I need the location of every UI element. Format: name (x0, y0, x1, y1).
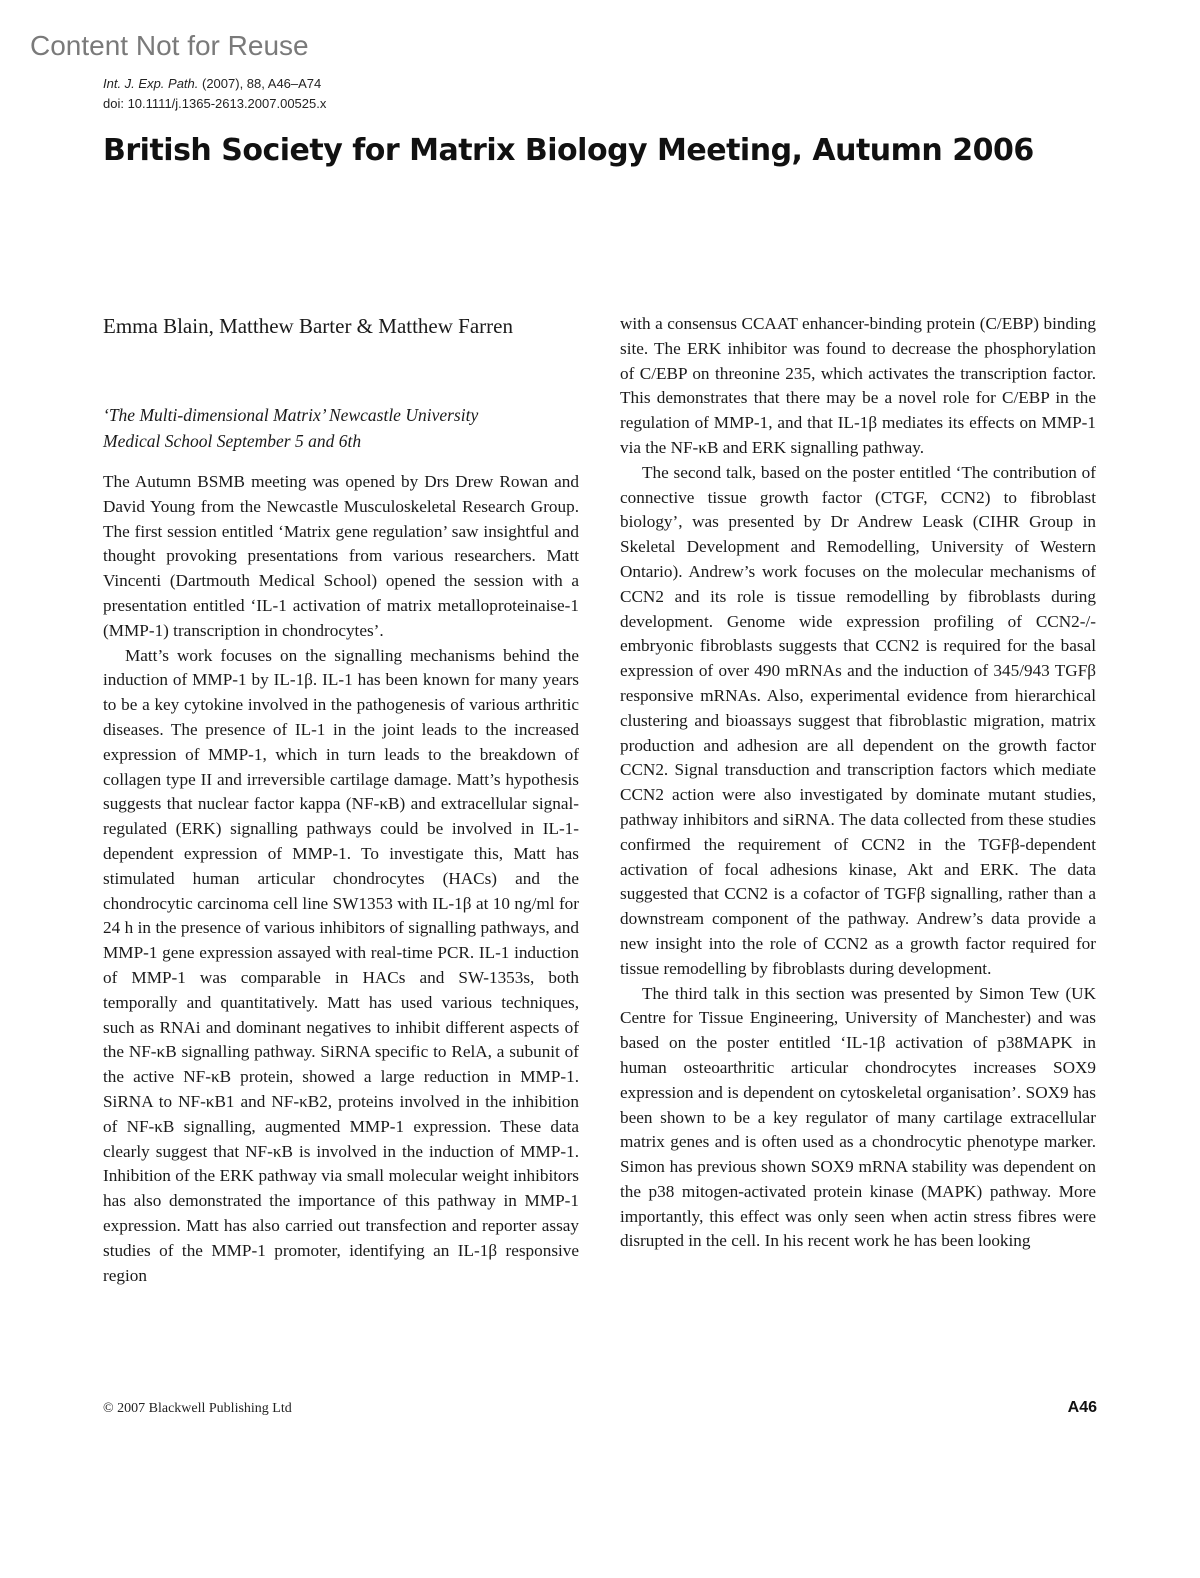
meeting-info (103, 402, 579, 454)
copyright-notice: © 2007 Blackwell Publishing Ltd (103, 1401, 292, 1416)
citation-line (103, 74, 326, 94)
meeting-info-line-2: Medical School September 5 and 6th (103, 431, 362, 451)
citation-block (103, 74, 326, 114)
watermark: Content Not for Reuse (30, 30, 309, 61)
paragraph: Matt’s work focuses on the signalling mechanisms behind the induction of MMP-1 by IL-1β. IL-1 has been known for many years to be a key cytokine involved in the pathogenesis of various arthritic diseases. The presence of IL-1 in the joint leads to the increased expression of MMP-1, which in turn leads to the breakdown of collagen type II and irreversible cartilage damage. Matt’s hypothesis suggests that nuclear factor kappa (NF-κB) and extracellular signal-regulated (ERK) signalling pathways could be involved in IL-1-dependent expression of MMP-1. To investigate this, Matt has stimulated human articular chondrocytes (HACs) and the chondrocytic carcinoma cell line SW1353 with IL-1β at 10 ng/ml for 24 h in the presence of various inhibitors of signalling pathways, and MMP-1 gene expression assayed with real-time PCR. IL-1 induction of MMP-1 was comparable in HACs and SW-1353s, both temporally and quantitatively. Matt has used various techniques, such as RNAi and dominant negatives to inhibit different aspects of the NF-κB signalling pathway. SiRNA specific to RelA, a subunit of the active NF-κB protein, showed a large reduction in MMP-1. SiRNA to NF-κB1 and NF-κB2, proteins involved in the inhibition of NF-κB signalling, augmented MMP-1 expression. These data clearly suggest that NF-κB is involved in the induction of MMP-1. Inhibition of the ERK pathway via small molecular weight inhibitors has also demonstrated the importance of this pathway in MMP-1 expression. Matt has also carried out transfection and reporter assay studies of the MMP-1 promoter, identifying an IL-1β responsive region (103, 645, 579, 1285)
right-column (620, 312, 1096, 1254)
paragraph: The second talk, based on the poster entitled ‘The contribution of connective tissue growth factor (CTGF, CCN2) to fibroblast biology’, was presented by Dr Andrew Leask (CIHR Group in Skeletal Development and Remodelling, University of Western Ontario). Andrew’s work focuses on the molecular mechanisms of CCN2 and its role is tissue remodelling by fibroblasts during development. Genome wide expression profiling of CCN2-/- embryonic fibroblasts suggests that CCN2 is required for the basal expression of over 490 mRNAs and the induction of 345/943 TGFβ responsive mRNAs. Also, experimental evidence from hierarchical clustering and bioassays suggest that fibroblastic migration, matrix production and adhesion are all dependent on the growth factor CCN2. Signal transduction and transcription factors which mediate CCN2 action were also investigated by dominate mutant studies, pathway inhibitors and siRNA. The data collected from these studies confirmed the requirement of CCN2 in the TGFβ-dependent activation of focal adhesions kinase, Akt and ERK. The data suggested that CCN2 is a cofactor of TGFβ signalling, rather than a downstream component of the pathway. Andrew’s data provide a new insight into the role of CCN2 as a growth factor required for tissue remodelling by fibroblasts during development. (620, 462, 1096, 978)
left-column (103, 312, 579, 1288)
paragraph: The Autumn BSMB meeting was opened by Drs Drew Rowan and David Young from the Newcastle Musculoskeletal Research Group. The first session entitled ‘Matrix gene regulation’ saw insightful and thought provoking presentations from various researchers. Matt Vincenti (Dartmouth Medical School) opened the session with a presentation entitled ‘IL-1 activation of matrix metalloproteinaise-1 (MMP-1) transcription in chondrocytes’. (103, 472, 579, 640)
authors: Emma Blain, Matthew Barter & Matthew Farren (103, 314, 513, 338)
meeting-info-line-1: ‘The Multi-dimensional Matrix’ Newcastle University (103, 405, 479, 425)
paragraph: with a consensus CCAAT enhancer-binding protein (C/EBP) binding site. The ERK inhibitor was found to decrease the phosphorylation of C/EBP on threonine 235, which activates the transcription factor. This demonstrates that there may be a novel role for C/EBP in the regulation of MMP-1, and that IL-1β mediates its effects on MMP-1 via the NF-κB and ERK signalling pathway. (620, 314, 1096, 457)
paragraph: The third talk in this section was presented by Simon Tew (UK Centre for Tissue Engineering, University of Manchester) and was based on the poster entitled ‘IL-1β activation of p38MAPK in human osteoarthritic articular chondrocytes increases SOX9 expression and is dependent on cytoskeletal organisation’. SOX9 has been shown to be a key regulator of many cartilage extracellular matrix genes and is often used as a chondrocytic phenotype marker. Simon has previous shown SOX9 mRNA stability was dependent on the p38 mitogen-activated protein kinase (MAPK) pathway. More importantly, this effect was only seen when actin stress fibres were disrupted in the cell. In his recent work he has been looking (620, 983, 1096, 1251)
citation-details: (2007), 88, A46–A74 (198, 76, 322, 91)
doi: doi: 10.1111/j.1365-2613.2007.00525.x (103, 96, 327, 111)
journal-name: Int. J. Exp. Path. (103, 76, 199, 91)
page-title: British Society for Matrix Biology Meeting, Autumn 2006 (103, 133, 1034, 168)
page-number: A46 (1067, 1399, 1097, 1416)
